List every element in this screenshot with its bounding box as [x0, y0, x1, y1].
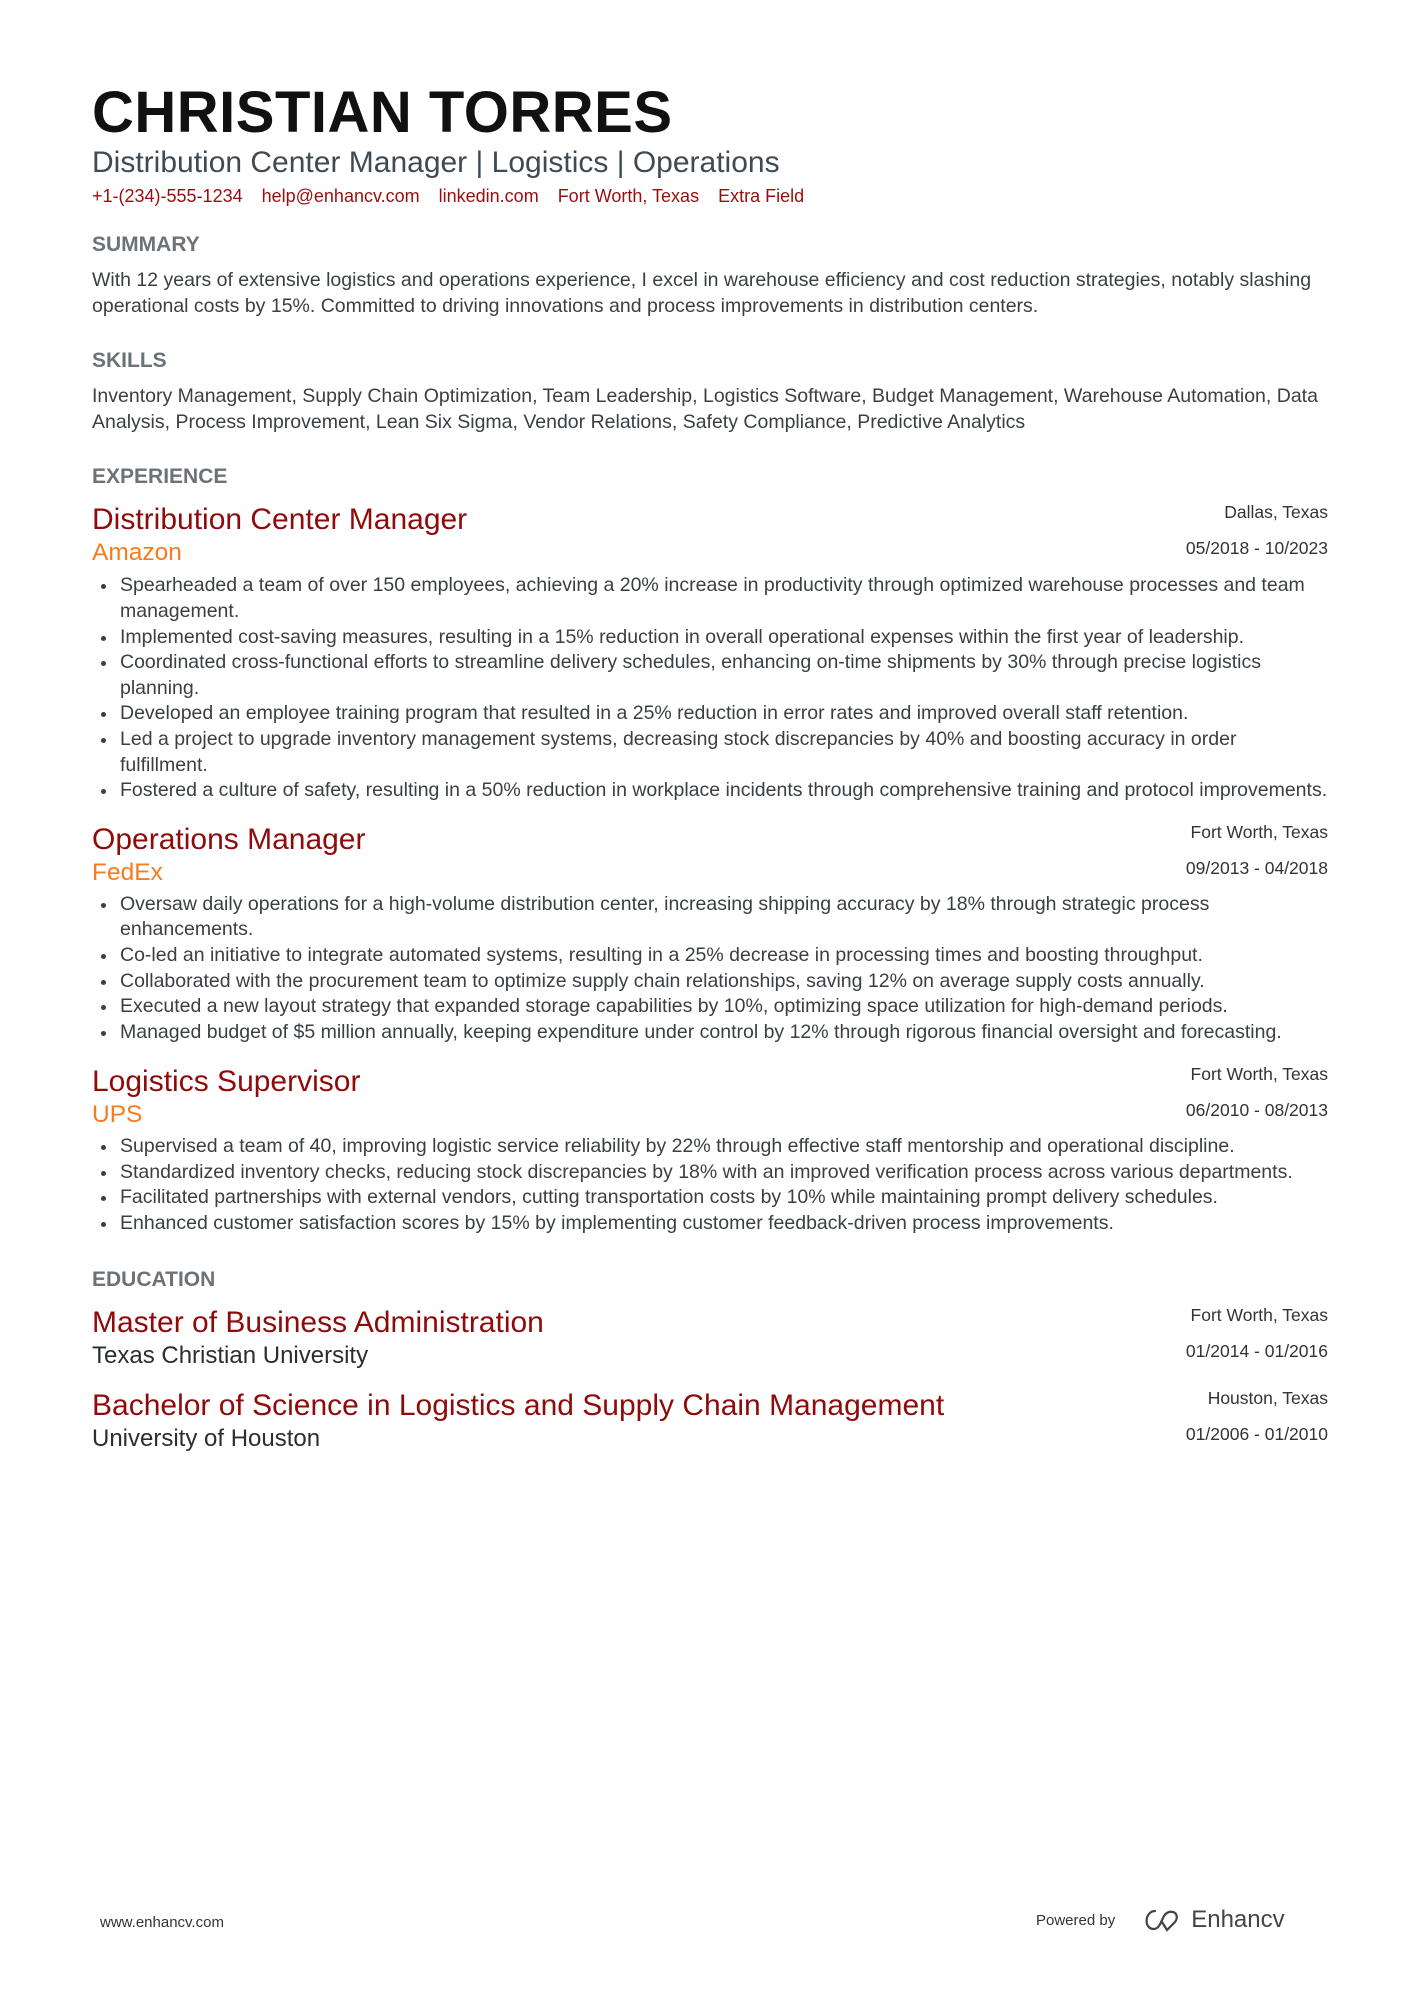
job-entry [92, 502, 1328, 803]
bullet-item: Supervised a team of 40, improving logistic service reliability by 22% through effective staff mentorship and operational discipline. [92, 1134, 1328, 1160]
bullet-item: Standardized inventory checks, reducing stock discrepancies by 18% with an improved verification process across various departments. [92, 1160, 1328, 1186]
footer-branding [1036, 1906, 1285, 1934]
bullet-item: Enhanced customer satisfaction scores by 15% by implementing customer feedback-driven process improvements. [92, 1211, 1328, 1237]
skills-heading: SKILLS [92, 349, 167, 373]
job-bullets [92, 892, 1328, 1046]
bullet-item: Implemented cost-saving measures, resulting in a 15% reduction in overall operational expenses within the first year of leadership. [92, 625, 1328, 651]
experience-list [92, 502, 1328, 1236]
enhancv-brand: Enhancv [1191, 1906, 1285, 1933]
resume [92, 80, 1328, 1454]
bullet-item: Developed an employee training program that resulted in a 25% reduction in error rates and improved overall staff retention. [92, 701, 1328, 727]
education-entry [92, 1388, 1328, 1454]
education-list [92, 1305, 1328, 1454]
job-bullets [92, 1134, 1328, 1236]
candidate-title: Distribution Center Manager | Logistics | Operations [92, 146, 780, 179]
contact-phone[interactable]: +1-(234)-555-1234 [92, 186, 243, 206]
bullet-item: Facilitated partnerships with external vendors, cutting transportation costs by 10% while maintaining prompt delivery schedules. [92, 1185, 1328, 1211]
job-title: Logistics Supervisor [92, 1065, 361, 1099]
contact-location: Fort Worth, Texas [557, 186, 700, 206]
degree: Bachelor of Science in Logistics and Supply Chain Management [92, 1388, 945, 1422]
bullet-item: Executed a new layout strategy that expanded storage capabilities by 10%, optimizing space utilization for high-demand periods. [92, 994, 1328, 1020]
contact-list [92, 183, 1328, 209]
company-name: UPS [92, 1101, 143, 1129]
bullet-item: Collaborated with the procurement team to optimize supply chain relationships, saving 12% on average supply costs annually. [92, 969, 1328, 995]
candidate-name: CHRISTIAN TORRES [92, 80, 673, 145]
degree: Master of Business Administration [92, 1305, 544, 1339]
education-location: Houston, Texas [1207, 1387, 1328, 1408]
skills-text: Inventory Management, Supply Chain Optimization, Team Leadership, Logistics Software, Budget Management, Warehouse Automation, Data Analysis, Process Improvement, Lean Six Sigma, Vendor Relations, Safety Compliance, Predictive Analytics [92, 385, 1318, 433]
job-location: Fort Worth, Texas [1190, 821, 1328, 842]
school-name: University of Houston [92, 1424, 321, 1452]
job-title: Distribution Center Manager [92, 503, 468, 537]
company-name: FedEx [92, 858, 163, 886]
job-location: Dallas, Texas [1224, 502, 1328, 523]
footer-website[interactable]: www.enhancv.com [100, 1914, 224, 1931]
experience-heading: EXPERIENCE [92, 465, 228, 489]
bullet-item: Managed budget of $5 million annually, keeping expenditure under control by 12% through rigorous financial oversight and forecasting. [92, 1020, 1328, 1046]
education-dates: 01/2014 - 01/2016 [1185, 1340, 1328, 1361]
bullet-item: Coordinated cross-functional efforts to streamline delivery schedules, enhancing on-time shipments by 30% through precise logistics planning. [92, 650, 1328, 701]
contact-linkedin[interactable]: linkedin.com [438, 186, 539, 206]
education-location: Fort Worth, Texas [1190, 1304, 1328, 1325]
contact-email[interactable]: help@enhancv.com [261, 186, 420, 206]
job-entry [92, 822, 1328, 1046]
job-dates: 06/2010 - 08/2013 [1185, 1100, 1328, 1121]
powered-by-label: Powered by [1036, 1911, 1116, 1929]
summary-heading: SUMMARY [92, 233, 200, 256]
enhancv-logo[interactable] [1141, 1906, 1284, 1934]
job-bullets [92, 573, 1328, 803]
bullet-item: Led a project to upgrade inventory management systems, decreasing stock discrepancies by 40% and boosting accuracy in order fulfillment. [92, 727, 1328, 778]
education-entry [92, 1305, 1328, 1371]
job-dates: 05/2018 - 10/2023 [1185, 538, 1328, 559]
education-heading: EDUCATION [92, 1267, 216, 1291]
enhancv-logo-icon [1141, 1908, 1181, 1932]
school-name: Texas Christian University [92, 1341, 369, 1369]
contact-extra: Extra Field [718, 186, 805, 206]
bullet-item: Spearheaded a team of over 150 employees, achieving a 20% increase in productivity through optimized warehouse processes and team management. [92, 573, 1328, 624]
bullet-item: Oversaw daily operations for a high-volume distribution center, increasing shipping accuracy by 18% through strategic process enhancements. [92, 892, 1328, 943]
bullet-item: Co-led an initiative to integrate automated systems, resulting in a 25% decrease in processing times and boosting throughput. [92, 943, 1328, 969]
job-dates: 09/2013 - 04/2018 [1185, 857, 1328, 878]
company-name: Amazon [92, 539, 182, 567]
education-dates: 01/2006 - 01/2010 [1185, 1423, 1328, 1444]
summary-text: With 12 years of extensive logistics and operations experience, I excel in warehouse efficiency and cost reduction strategies, notably slashing operational costs by 15%. Committed to driving innovations and process improvements in distribution centers. [92, 269, 1312, 317]
job-entry [92, 1064, 1328, 1236]
bullet-item: Fostered a culture of safety, resulting in a 50% reduction in workplace incidents through comprehensive training and protocol improvements. [92, 778, 1328, 804]
job-location: Fort Worth, Texas [1190, 1064, 1328, 1085]
job-title: Operations Manager [92, 822, 366, 856]
